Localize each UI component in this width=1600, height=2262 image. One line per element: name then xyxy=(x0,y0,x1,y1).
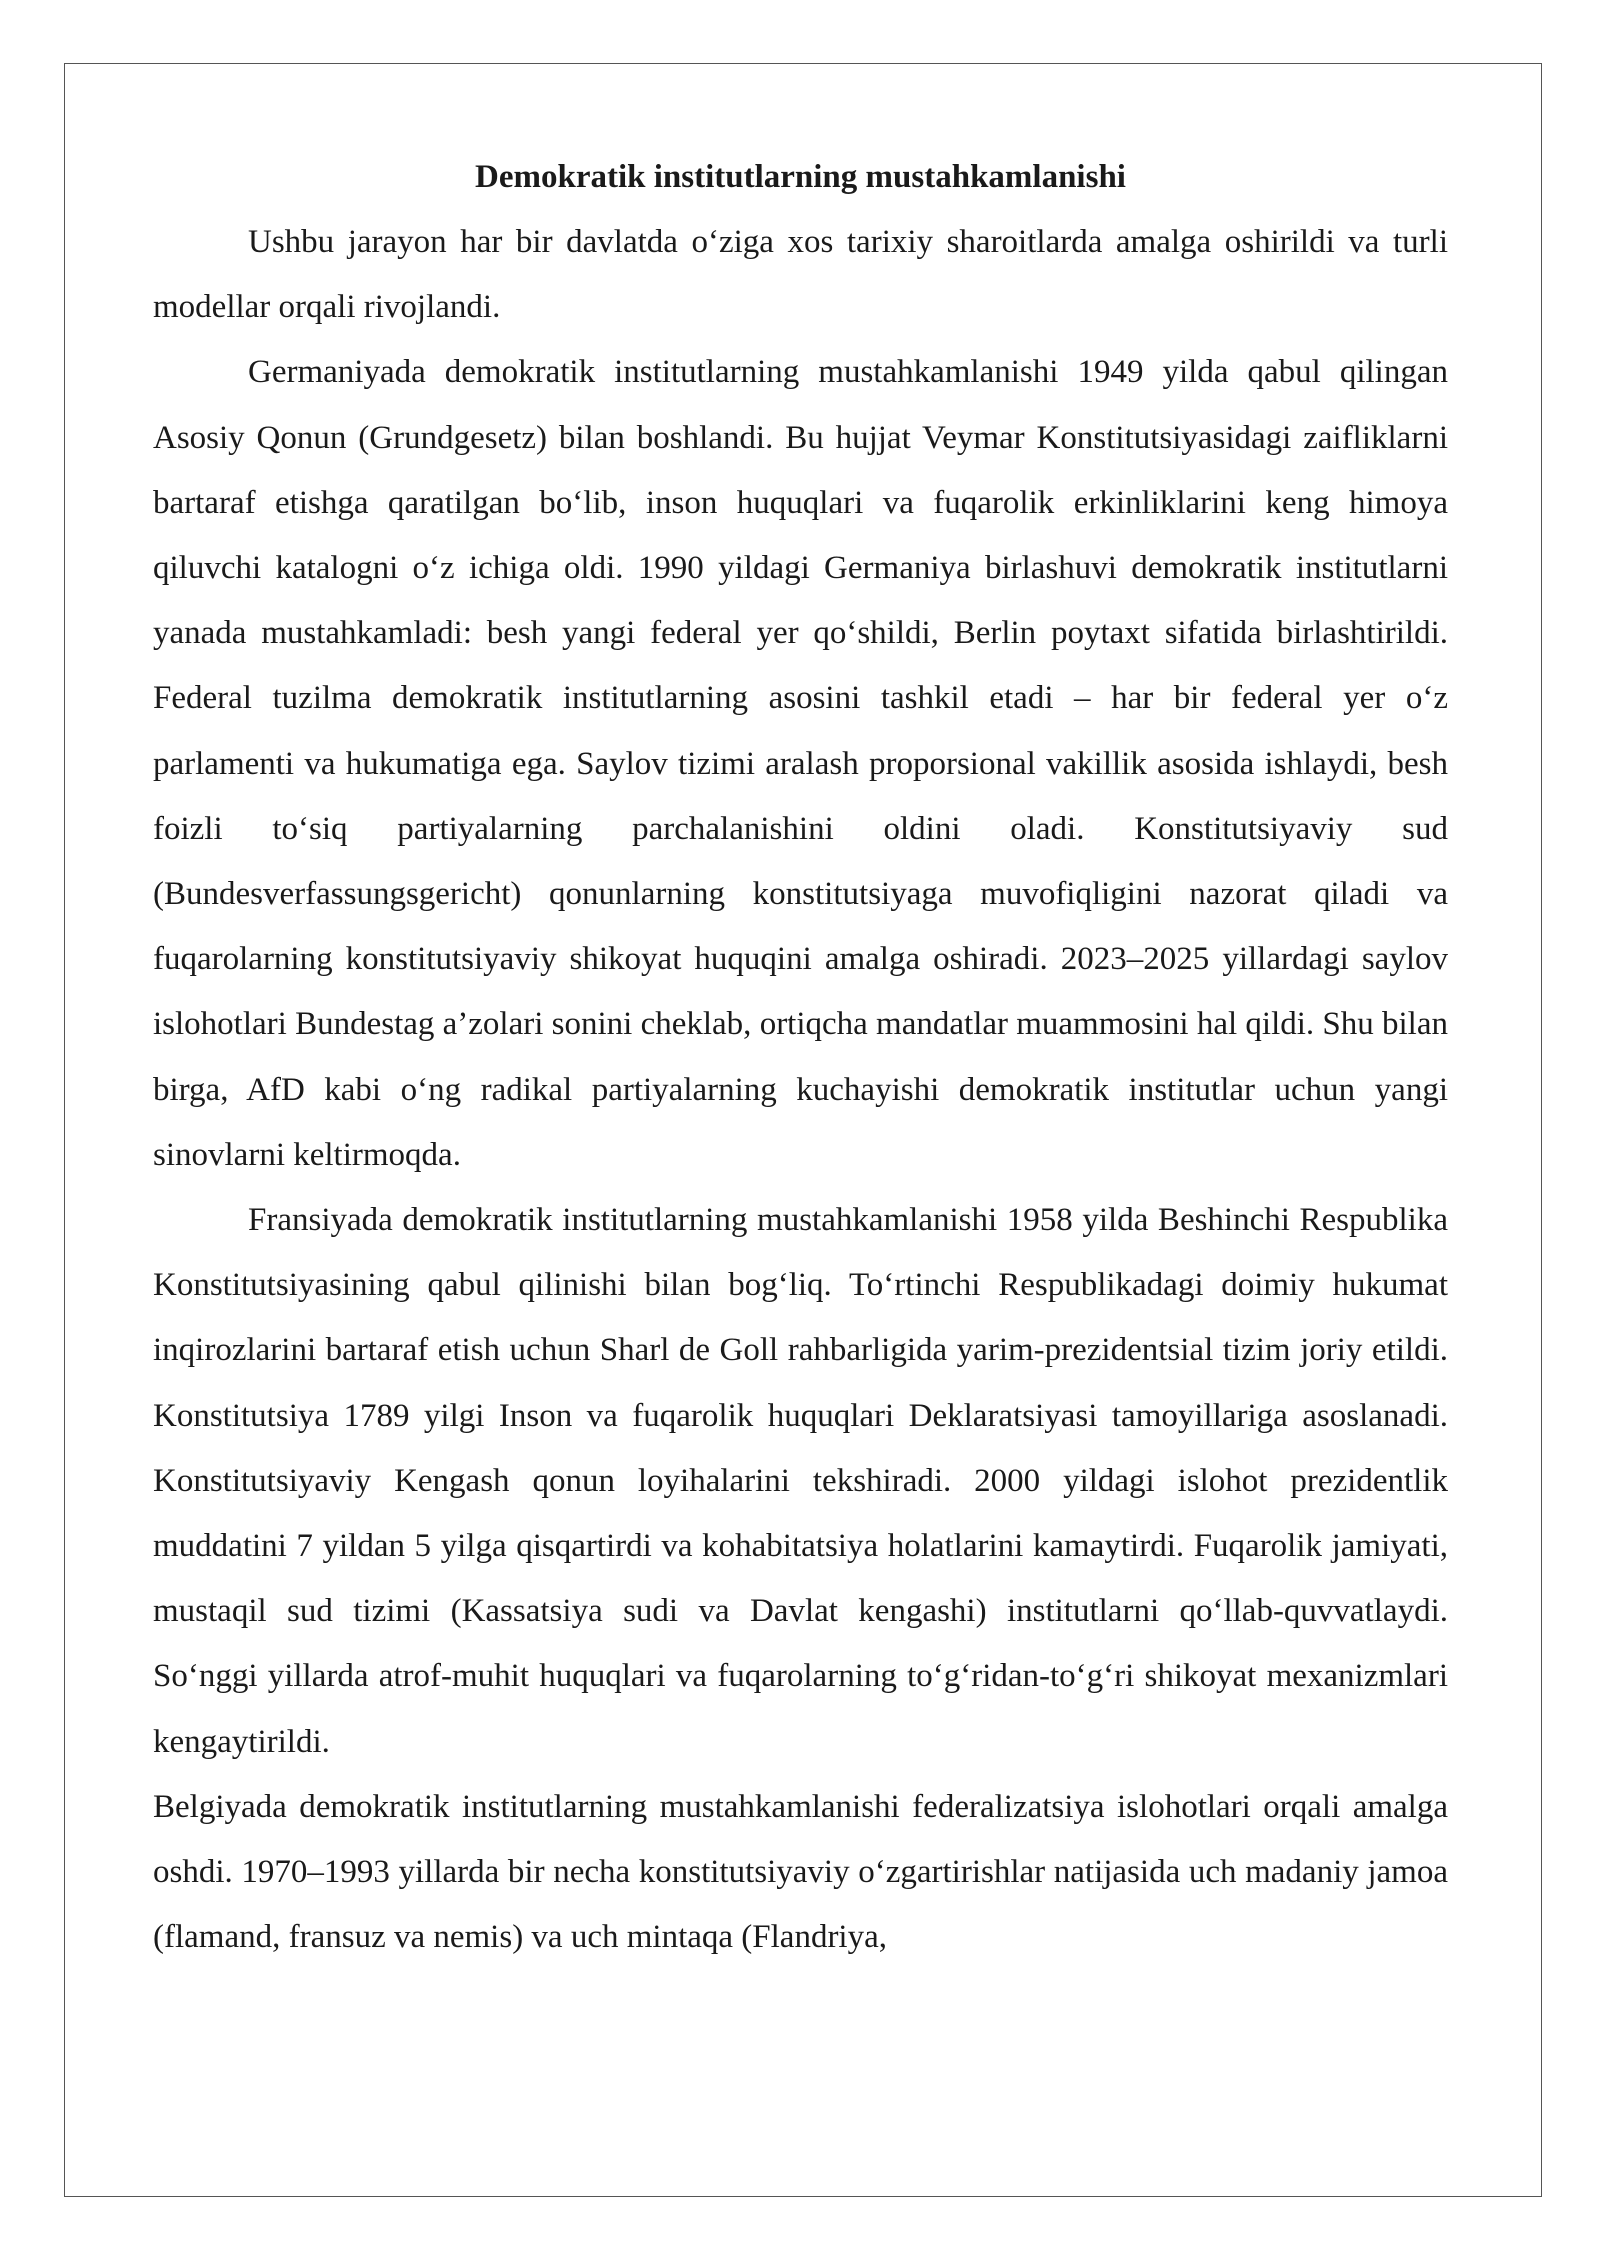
document-title: Demokratik institutlarning mustahkamlanishi xyxy=(475,159,1126,195)
paragraph-intro: Ushbu jarayon har bir davlatda o‘ziga xos tarixiy sharoitlarda amalga oshirildi va turli modellar orqali rivojlandi. xyxy=(153,224,1448,326)
paragraph-germany: Germaniyada demokratik institutlarning mustahkamlanishi 1949 yilda qabul qilingan Asosiy Qonun (Grundgesetz) bilan boshlandi. Bu hujjat Veymar Konstitutsiyasidagi zaifliklarni bartaraf etishga qaratilgan bo‘lib, inson huquqlari va fuqarolik erkinliklarini keng himoya qiluvchi katalogni o‘z ichiga oldi. 1990 yildagi Germaniya birlashuvi demokratik institutlarni yanada mustahkamladi: besh yangi federal yer qo‘shildi, Berlin poytaxt sifatida birlashtirildi. Federal tuzilma demokratik institutlarning asosini tashkil etadi – har bir federal yer o‘z parlamenti va hukumatiga ega. Saylov tizimi aralash proporsional vakillik asosida ishlaydi, besh foizli to‘siq partiyalarning parchalanishini oldini oladi. Konstitutsiyaviy sud (Bundesverfassungsgericht) qonunlarning konstitutsiyaga muvofiqligini nazorat qiladi va fuqarolarning konstitutsiyaviy shikoyat huquqini amalga oshiradi. 2023–2025 yillardagi saylov islohotlari Bundestag a’zolari sonini cheklab, ortiqcha mandatlar muammosini hal qildi. Shu bilan birga, AfD kabi o‘ng radikal partiyalarning kuchayishi demokratik institutlar uchun yangi sinovlarni keltirmoqda. xyxy=(153,354,1448,1173)
paragraph-france: Fransiyada demokratik institutlarning mustahkamlanishi 1958 yilda Beshinchi Respublika Konstitutsiyasining qabul qilinishi bilan bog‘liq. To‘rtinchi Respublikadagi doimiy hukumat inqirozlarini bartaraf etish uchun Sharl de Goll rahbarligida yarim-prezidentsial tizim joriy etildi. Konstitutsiya 1789 yilgi Inson va fuqarolik huquqlari Deklaratsiyasi tamoyillariga asoslanadi. Konstitutsiyaviy Kengash qonun loyihalarini tekshiradi. 2000 yildagi islohot prezidentlik muddatini 7 yildan 5 yilga qisqartirdi va kohabitatsiya holatlarini kamaytirdi. Fuqarolik jamiyati, mustaqil sud tizimi (Kassatsiya sudi va Davlat kengashi) institutlarni qo‘llab-quvvatlaydi. So‘nggi yillarda atrof-muhit huquqlari va fuqarolarning to‘g‘ridan-to‘g‘ri shikoyat mexanizmlari kengaytirildi. xyxy=(153,1202,1448,1760)
document-body xyxy=(153,145,1448,1970)
paragraph-belgium: Belgiyada demokratik institutlarning mustahkamlanishi federalizatsiya islohotlari orqali amalga oshdi. 1970–1993 yillarda bir necha konstitutsiyaviy o‘zgartirishlar natijasida uch madaniy jamoa (flamand, fransuz va nemis) va uch mintaqa (Flandriya, xyxy=(153,1788,1448,1956)
